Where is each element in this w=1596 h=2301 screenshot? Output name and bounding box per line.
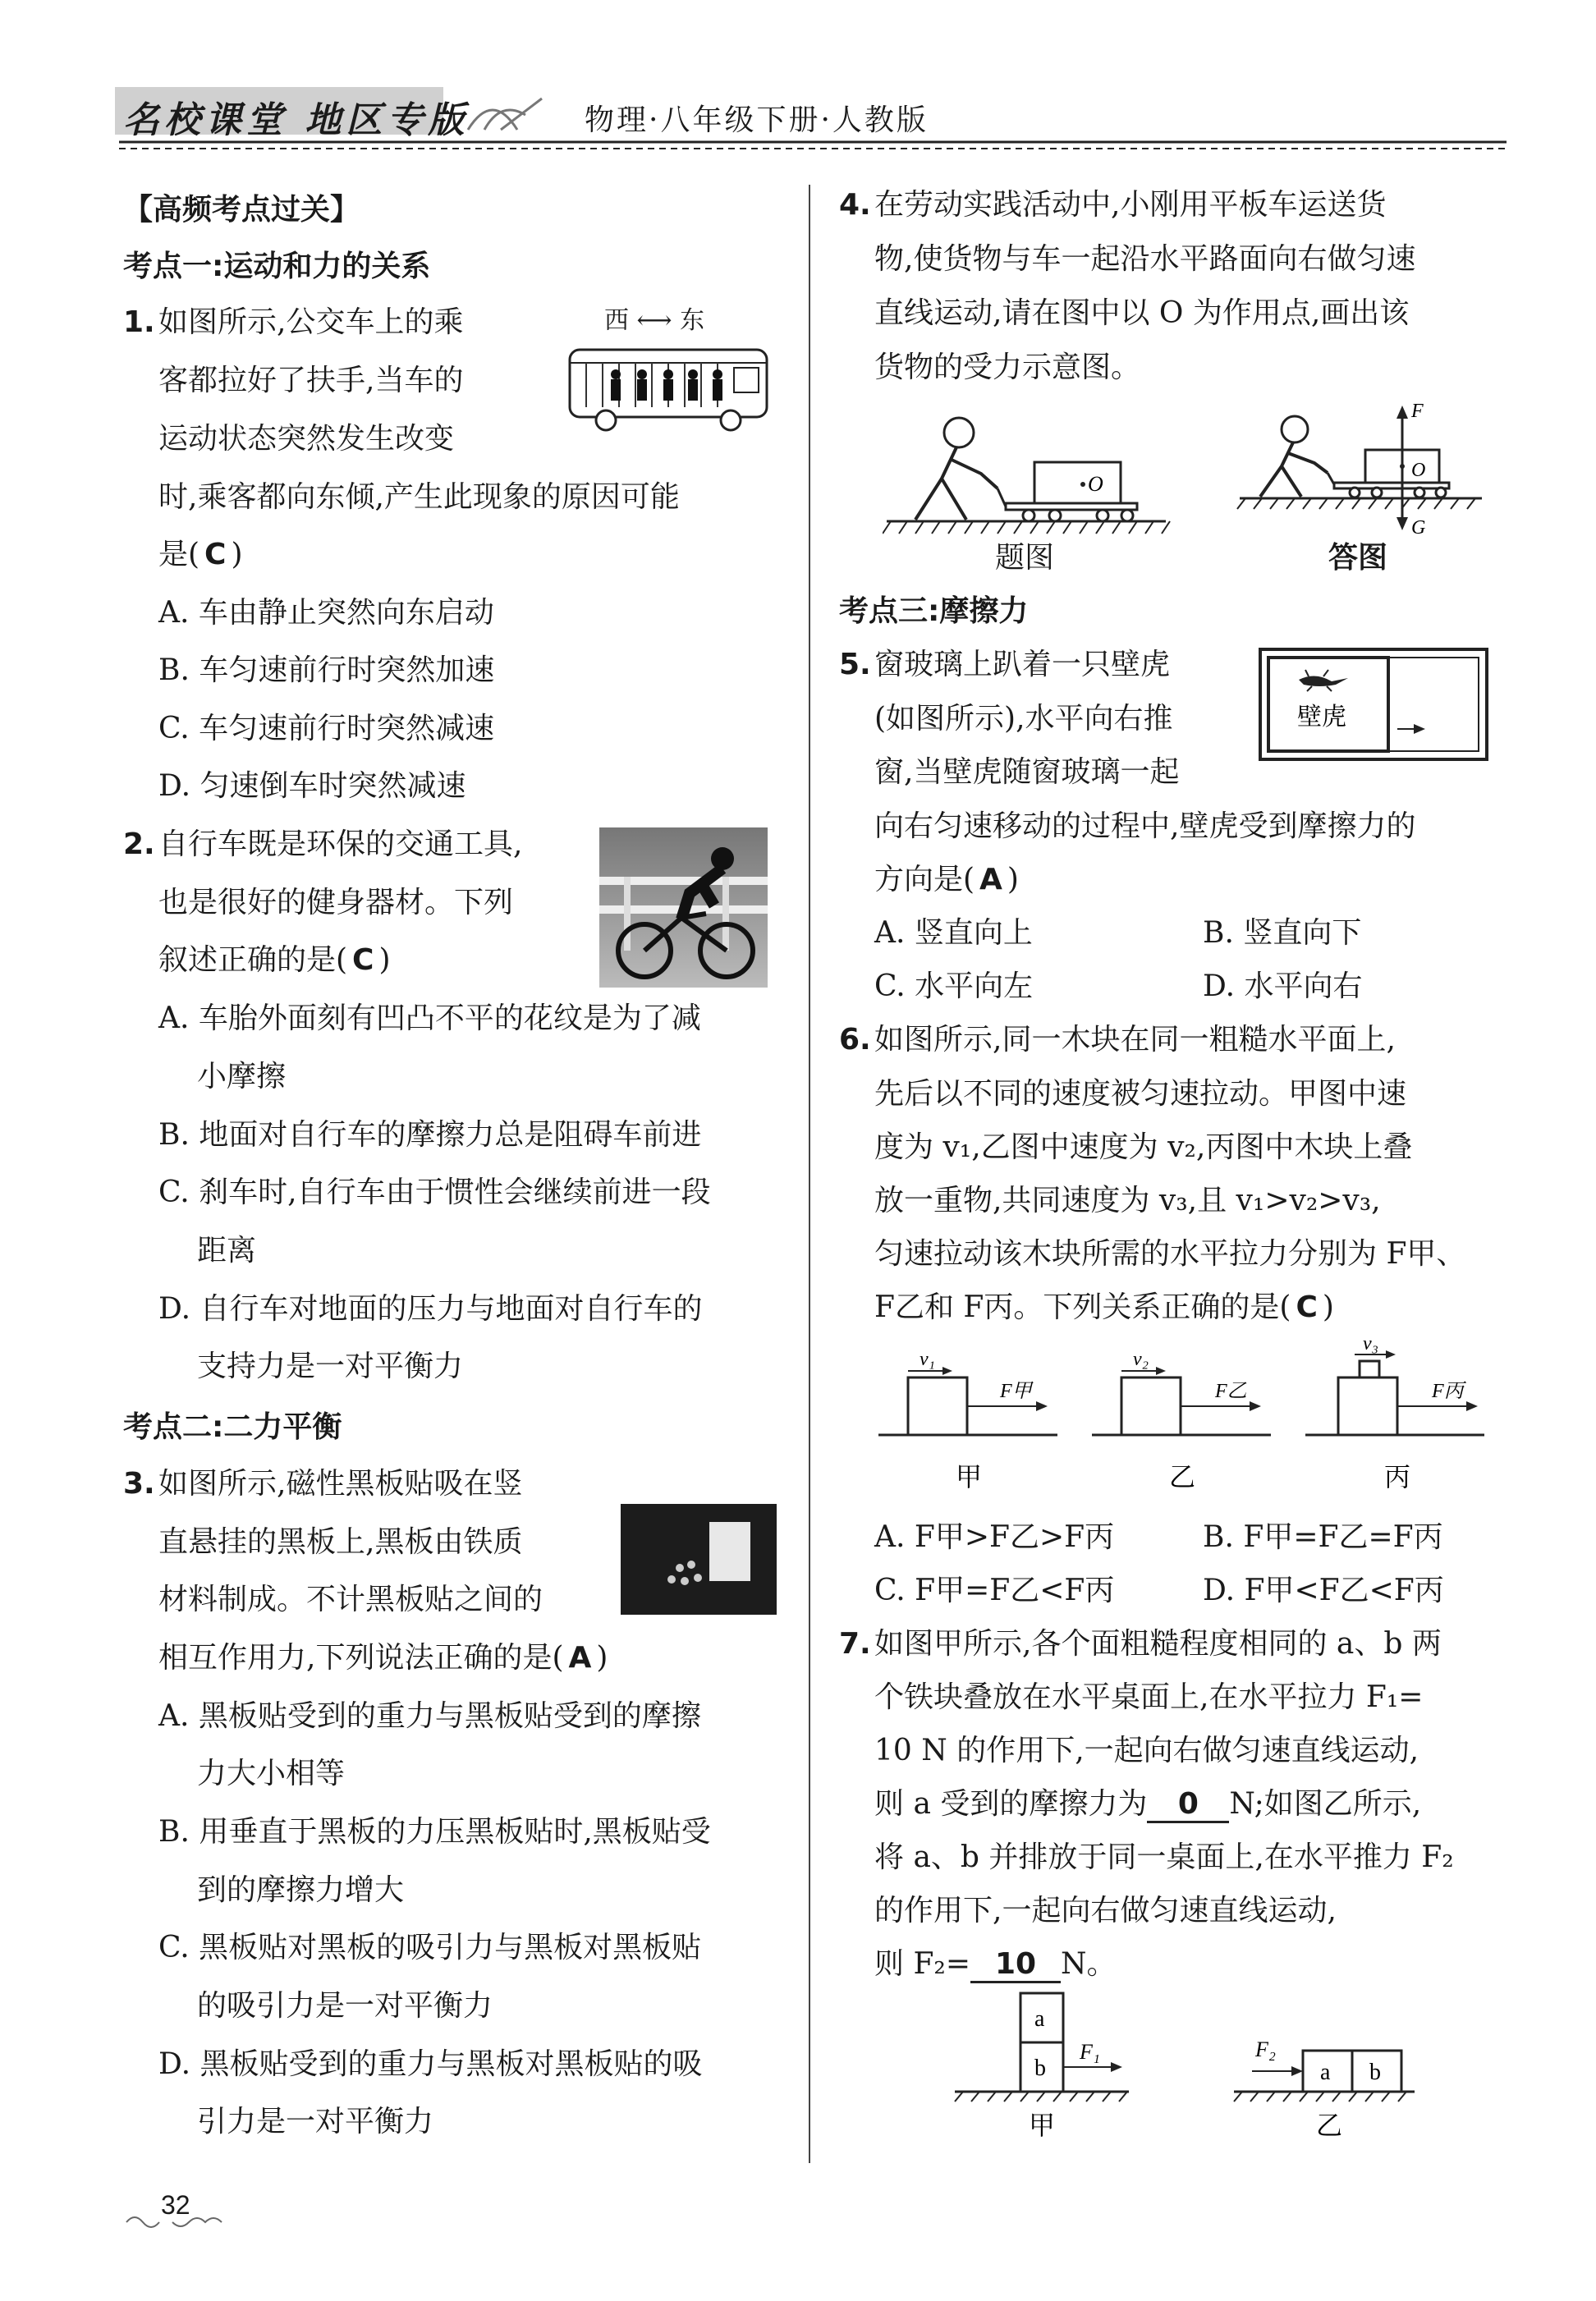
q2-option-cont: 距离 [197,1234,257,1267]
q7-blank-line-2 [874,1948,1117,1983]
q3-option: C. 黑板贴对黑板的吸引力与黑板对黑板贴 [158,1931,702,1964]
q2-option: A. 车胎外面刻有凹凸不平的花纹是为了减 [158,1002,701,1035]
q1-line: 如图所示,公交车上的乘 [158,305,464,339]
q3-option-cont: 的吸引力是一对平衡力 [197,1989,493,2023]
q2-option-cont: 小摩擦 [197,1060,287,1093]
window-gecko-figure [1258,647,1489,762]
q6-line: 先后以不同的速度被匀速拉动。甲图中速 [874,1077,1407,1111]
q4-label-g: G [1411,517,1426,539]
q7-line: 将 a、b 并排放于同一桌面上,在水平推力 F₂ [874,1840,1454,1874]
q5-gecko-label: 壁虎 [1297,703,1346,731]
q6-option: A. F甲>F乙>F丙 [874,1520,1115,1554]
q5-line: 窗玻璃上趴着一只壁虎 [874,648,1171,681]
q7-line: 如图甲所示,各个面粗糙程度相同的 a、b 两 [874,1627,1442,1661]
q6-option: B. F甲=F乙=F丙 [1203,1520,1443,1554]
q4-answer-label-o: O [1411,460,1426,481]
q1-line: 时,乘客都向东倾,产生此现象的原因可能 [158,480,680,514]
q5-option: D. 水平向右 [1203,969,1363,1003]
q3-number: 3. [123,1467,155,1501]
q5-option: A. 竖直向上 [874,916,1033,950]
q7-f1: F₁ [1080,2040,1100,2064]
q5-answer-line [874,864,1019,896]
q7-l7-suffix: N。 [1061,1947,1117,1981]
q6-line: 匀速拉动该木块所需的水平拉力分别为 F甲、 [874,1237,1466,1271]
q4-number: 4. [839,188,871,222]
q6-caption-jia: 甲 [956,1461,983,1492]
q4-line: 直线运动,请在图中以 O 为作用点,画出该 [874,296,1410,330]
q4-line: 在劳动实践活动中,小刚用平板车运送货 [874,188,1387,222]
column-divider [809,185,810,2163]
q4-caption-right: 答图 [1328,541,1388,575]
keypoint-2: 考点二:二力平衡 [123,1410,342,1444]
page-number: 32 [161,2190,190,2220]
q6-line: 度为 v₁,乙图中速度为 v₂,丙图中木块上叠 [874,1130,1413,1164]
q2-answer-suffix: ) [378,943,391,977]
q6-option: D. F甲<F乙<F丙 [1203,1574,1444,1607]
q4-caption-left: 题图 [995,541,1055,575]
q4-label-f: F [1411,402,1424,422]
q2-option: B. 地面对自行车的摩擦力总是阻碍车前进 [158,1118,702,1152]
q6-f3: F丙 [1432,1381,1464,1402]
q3-line: 材料制成。不计黑板贴之间的 [158,1583,543,1616]
q3-answer-suffix: ) [596,1641,608,1675]
cart-question-figure [883,415,1178,538]
q7-blank-2: 10 [970,1948,1061,1983]
q1-answer-prefix: 是( [158,538,200,571]
q2-answer-line [158,944,391,977]
bus-figure [566,343,772,438]
q7-block-a-side: a [1320,2060,1331,2085]
q7-block-b-side: b [1369,2060,1381,2085]
q7-number: 7. [839,1627,871,1661]
q7-block-b-bottom: b [1034,2056,1046,2081]
q3-option-cont: 力大小相等 [197,1757,346,1790]
q3-option-cont: 到的摩擦力增大 [197,1873,405,1907]
q5-answer: A [979,863,1002,896]
q1-option: A. 车由静止突然向东启动 [158,596,494,630]
q3-line: 直悬挂的黑板上,黑板由铁质 [158,1525,523,1559]
page-header [0,0,1596,156]
q6-v2: v₂ [1133,1349,1149,1370]
q4-line: 货物的受力示意图。 [874,351,1141,384]
q7-l4-suffix: N;如图乙所示, [1229,1787,1422,1821]
subject-title: 物理·八年级下册·人教版 [585,103,929,137]
q6-v3: v₃ [1363,1338,1378,1354]
q3-option: D. 黑板贴受到的重力与黑板对黑板贴的吸 [158,2047,703,2081]
q6-f2: F乙 [1215,1381,1247,1402]
q7-caption-jia: 甲 [1029,2110,1056,2138]
keypoint-3: 考点三:摩擦力 [839,594,1029,628]
q7-l7-prefix: 则 F₂= [874,1947,971,1981]
q6-answer: C [1296,1290,1318,1324]
q1-answer: C [204,538,227,571]
q2-option: D. 自行车对地面的压力与地面对自行车的 [158,1292,703,1326]
q1-option: C. 车匀速前行时突然减速 [158,712,495,745]
q7-caption-yi: 乙 [1316,2110,1343,2138]
q7-l4-prefix: 则 a 受到的摩擦力为 [874,1787,1148,1821]
q6-answer-line [874,1291,1334,1324]
q2-line: 也是很好的健身器材。下列 [158,886,514,919]
q3-answer-prefix: 相互作用力,下列说法正确的是( [158,1641,564,1675]
q7-block-a-top: a [1034,2006,1045,2032]
brand-title: 名校课堂 地区专版 [123,99,470,141]
q7-line: 个铁块叠放在水平桌面上,在水平拉力 F₁= [874,1680,1424,1714]
q5-line: 窗,当壁虎随窗玻璃一起 [874,755,1180,789]
q6-line: 放一重物,共同速度为 v₃,且 v₁>v₂>v₃, [874,1184,1381,1217]
q3-answer: A [568,1641,592,1675]
q6-figures [877,1338,1501,1498]
q5-number: 5. [839,648,871,681]
q5-option: C. 水平向左 [874,969,1034,1003]
q3-option: B. 用垂直于黑板的力压黑板贴时,黑板贴受 [158,1815,711,1849]
q6-answer-suffix: ) [1322,1290,1334,1324]
q4-line: 物,使货物与车一起沿水平路面向右做匀速 [874,242,1416,276]
q1-answer-suffix: ) [231,538,243,571]
q7-line: 的作用下,一起向右做匀速直线运动, [874,1894,1337,1927]
q6-line: 如图所示,同一木块在同一粗糙水平面上, [874,1023,1396,1057]
q1-option: B. 车匀速前行时突然加速 [158,653,495,687]
q6-f1: F甲 [1000,1381,1032,1402]
q6-answer-prefix: F乙和 F丙。下列关系正确的是( [874,1290,1291,1324]
q4-label-o: O [1088,472,1103,496]
q3-line: 如图所示,磁性黑板贴吸在竖 [158,1467,523,1501]
q5-line: (如图所示),水平向右推 [874,702,1173,736]
q1-line: 运动状态突然发生改变 [158,422,455,456]
q1-line: 客都拉好了扶手,当车的 [158,364,464,397]
q3-option-cont: 引力是一对平衡力 [197,2105,434,2138]
header-rule [119,140,1507,151]
q7-blank-line-1 [874,1788,1421,1823]
q2-answer-prefix: 叙述正确的是( [158,943,348,977]
q6-option: C. F甲=F乙<F丙 [874,1574,1115,1607]
q3-answer-line [158,1642,608,1675]
q5-answer-suffix: ) [1007,863,1019,896]
q3-option: A. 黑板贴受到的重力与黑板贴受到的摩擦 [158,1699,701,1733]
q2-answer: C [352,943,374,977]
q6-v1: v₁ [920,1349,935,1370]
q5-option: B. 竖直向下 [1203,916,1362,950]
q6-caption-bing: 丙 [1384,1461,1411,1492]
q5-line: 向右匀速移动的过程中,壁虎受到摩擦力的 [874,809,1416,843]
blackboard-photo [621,1504,777,1615]
section-title: 【高频考点过关】 [123,193,360,227]
q2-number: 2. [123,827,155,861]
q7-f2: F₂ [1255,2037,1276,2061]
q6-caption-yi: 乙 [1169,1461,1196,1492]
q7-line: 10 N 的作用下,一起向右做匀速直线运动, [874,1734,1419,1767]
q7-blank-1: 0 [1147,1788,1229,1823]
q2-line: 自行车既是环保的交通工具, [158,827,523,861]
q5-answer-prefix: 方向是( [874,863,975,896]
cart-answer-figure [1236,402,1490,542]
cyclist-photo [599,827,768,988]
q1-number: 1. [123,305,155,339]
bus-direction-label: 西 ⟷ 东 [604,306,705,335]
q2-option: C. 刹车时,自行车由于惯性会继续前进一段 [158,1176,711,1209]
keypoint-1: 考点一:运动和力的关系 [123,250,431,283]
q6-number: 6. [839,1023,871,1057]
q1-answer-line [158,539,243,571]
q2-option-cont: 支持力是一对平衡力 [197,1350,464,1383]
q1-option: D. 匀速倒车时突然减速 [158,769,466,803]
q7-figures [948,1991,1441,2138]
footer-ornament [123,2212,238,2232]
